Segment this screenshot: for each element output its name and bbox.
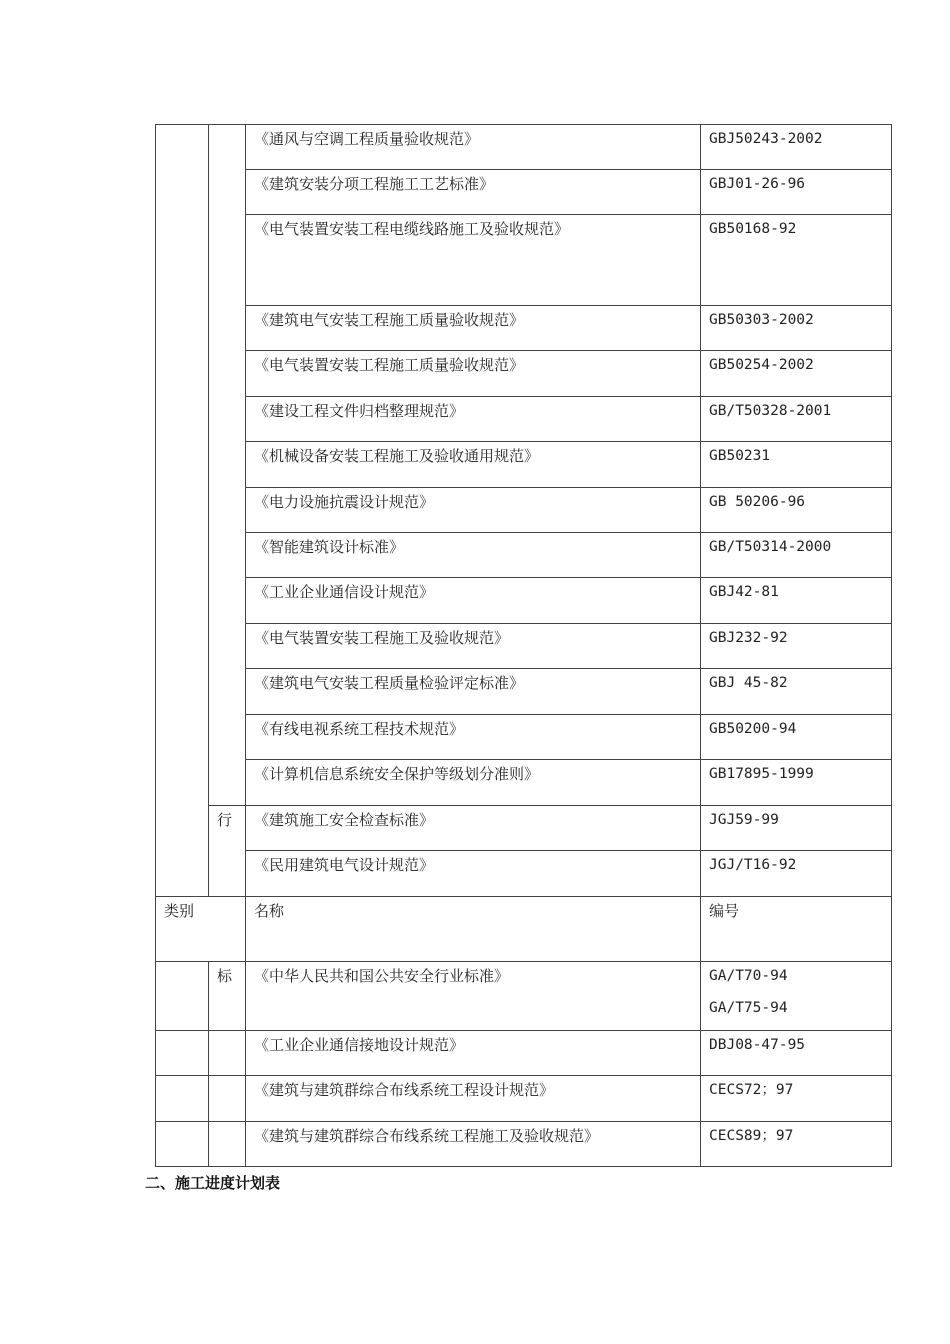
standard-code: DBJ08-47-95: [701, 1031, 892, 1076]
table-row: [156, 488, 892, 533]
standard-code: GB50303-2002: [701, 306, 892, 351]
table-header-row: [156, 897, 892, 962]
category-cell: [156, 1076, 209, 1122]
standard-code: JGJ59-99: [701, 806, 892, 851]
standard-name: 《工业企业通信接地设计规范》: [246, 1031, 701, 1076]
table-row: [156, 962, 892, 1031]
subcategory-cell: [209, 1122, 246, 1167]
category-cell: [156, 962, 209, 1031]
standard-label: 标: [209, 962, 246, 1031]
table-row: [156, 760, 892, 806]
table-row: [156, 715, 892, 760]
standard-name: 《工业企业通信设计规范》: [246, 578, 701, 624]
table-row: [156, 578, 892, 624]
table-row: [156, 170, 892, 215]
standard-name: 《电气装置安装工程电缆线路施工及验收规范》: [246, 215, 701, 306]
header-name: 名称: [246, 897, 701, 962]
table-row: [156, 806, 892, 851]
standard-code-cell: [701, 962, 892, 1031]
standard-name: 《智能建筑设计标准》: [246, 533, 701, 578]
table-row: [156, 624, 892, 669]
standards-table: [155, 124, 892, 1167]
standard-code: GBJ42-81: [701, 578, 892, 624]
category-cell: [156, 125, 209, 897]
standard-code: GA/T70-94: [709, 968, 788, 984]
standard-name: 《计算机信息系统安全保护等级划分准则》: [246, 760, 701, 806]
table-row: [156, 351, 892, 397]
industry-label: 行: [209, 806, 246, 897]
standard-name: 《民用建筑电气设计规范》: [246, 851, 701, 897]
standard-name: 《有线电视系统工程技术规范》: [246, 715, 701, 760]
standard-name: 《机械设备安装工程施工及验收通用规范》: [246, 442, 701, 488]
table-row: [156, 1031, 892, 1076]
category-cell: [156, 1031, 209, 1076]
standard-code: GB/T50314-2000: [701, 533, 892, 578]
standard-code: GBJ01-26-96: [701, 170, 892, 215]
header-code: 编号: [701, 897, 892, 962]
standard-code: CECS89；97: [701, 1122, 892, 1167]
standard-name: 《建筑施工安全检查标准》: [246, 806, 701, 851]
subcategory-cell: [209, 1031, 246, 1076]
standards-table-body: [156, 125, 892, 1167]
table-row: [156, 669, 892, 715]
standard-name: 《电气装置安装工程施工质量验收规范》: [246, 351, 701, 397]
table-row: [156, 1076, 892, 1122]
standard-code: JGJ/T16-92: [701, 851, 892, 897]
standard-code: GB50200-94: [701, 715, 892, 760]
standard-name: 《电气装置安装工程施工及验收规范》: [246, 624, 701, 669]
standard-name: 《建筑电气安装工程施工质量验收规范》: [246, 306, 701, 351]
standard-code: GBJ232-92: [701, 624, 892, 669]
standard-name: 《建筑与建筑群综合布线系统工程设计规范》: [246, 1076, 701, 1122]
standard-code: GB17895-1999: [701, 760, 892, 806]
table-row: [156, 306, 892, 351]
section-heading: 二、施工进度计划表: [145, 1174, 281, 1192]
standard-code: GB50254-2002: [701, 351, 892, 397]
table-row: [156, 125, 892, 170]
standard-code: CECS72；97: [701, 1076, 892, 1122]
standard-name: 《建设工程文件归档整理规范》: [246, 397, 701, 442]
table-row: [156, 442, 892, 488]
standard-name: 《建筑与建筑群综合布线系统工程施工及验收规范》: [246, 1122, 701, 1167]
standard-name: 《建筑安装分项工程施工工艺标准》: [246, 170, 701, 215]
table-row: [156, 397, 892, 442]
header-category: 类别: [156, 897, 246, 962]
category-cell: [156, 1122, 209, 1167]
table-row: [156, 533, 892, 578]
table-row: [156, 1122, 892, 1167]
standard-code: GB/T50328-2001: [701, 397, 892, 442]
table-row: [156, 851, 892, 897]
standard-name: 《建筑电气安装工程质量检验评定标准》: [246, 669, 701, 715]
subcategory-cell: [209, 125, 246, 806]
standard-code: GB50231: [701, 442, 892, 488]
standard-code: GA/T75-94: [709, 1000, 788, 1016]
standard-name: 《通风与空调工程质量验收规范》: [246, 125, 701, 170]
standard-code: GBJ50243-2002: [701, 125, 892, 170]
subcategory-cell: [209, 1076, 246, 1122]
standard-code: GBJ 45-82: [701, 669, 892, 715]
standard-name: 《中华人民共和国公共安全行业标准》: [246, 962, 701, 1031]
standard-code: GB50168-92: [701, 215, 892, 306]
table-row: [156, 215, 892, 306]
standard-code: GB 50206-96: [701, 488, 892, 533]
standard-name: 《电力设施抗震设计规范》: [246, 488, 701, 533]
